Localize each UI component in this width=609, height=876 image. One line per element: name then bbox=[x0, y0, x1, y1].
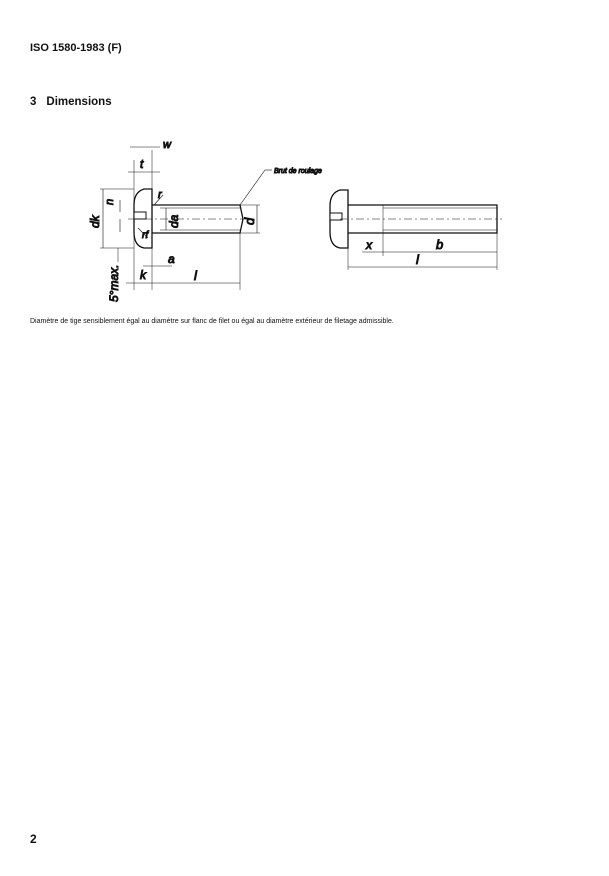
figure-note: Diamètre de tige sensiblement égal au diamètre sur flanc de filet ou égal au diamètre extérieur de filetage admissible. bbox=[30, 318, 394, 325]
label-a: a bbox=[168, 252, 175, 266]
label-x: x bbox=[366, 238, 372, 252]
label-rf: rf bbox=[142, 230, 149, 241]
section-number: 3 bbox=[30, 96, 37, 108]
label-t: t bbox=[140, 157, 144, 171]
label-r: r bbox=[158, 189, 162, 201]
screw-dimension-drawing bbox=[0, 0, 609, 320]
label-dk: dk bbox=[88, 215, 102, 228]
label-l-right: l bbox=[416, 252, 419, 267]
label-d: d bbox=[242, 217, 257, 225]
page-number: 2 bbox=[30, 832, 37, 846]
label-k: k bbox=[140, 268, 146, 282]
section-title: Dimensions bbox=[46, 96, 112, 108]
callout-brut-de-roulage: Brut de roulage bbox=[274, 168, 322, 175]
label-b: b bbox=[436, 237, 444, 252]
label-w: w bbox=[163, 139, 171, 151]
label-n: n bbox=[104, 198, 116, 205]
label-l: l bbox=[194, 268, 197, 283]
label-da: da bbox=[167, 214, 181, 228]
document-header: ISO 1580-1983 (F) bbox=[30, 42, 122, 54]
label-angle: 5°max. bbox=[107, 264, 121, 302]
